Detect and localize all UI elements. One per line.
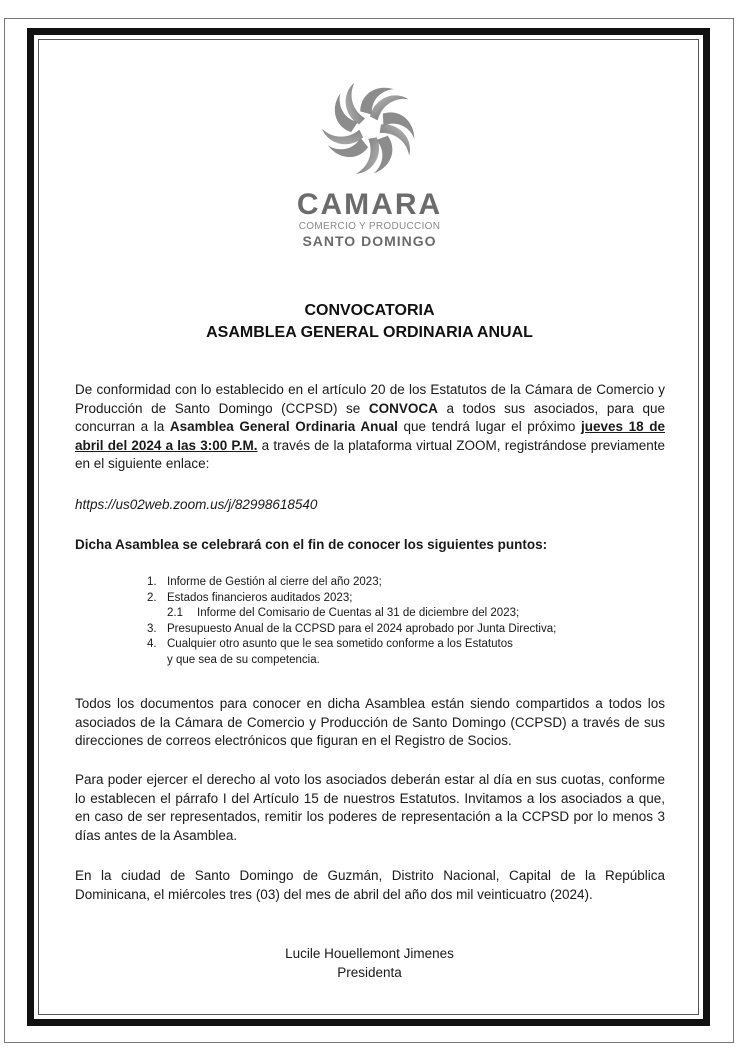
list-number: 3.: [147, 622, 157, 635]
meeting-date: jueves 18 de abril del 2024 a las 3:00 P.M.: [75, 419, 665, 453]
list-text: Informe del Comisario de Cuentas al 31 de diciembre del 2023;: [197, 607, 520, 619]
list-item-continuation: y que sea de su competencia.: [167, 653, 320, 666]
intro-text-1: De conformidad con lo establecido en el artículo 20 de los Estatutos de la Cámara de Comercio y Producción de Santo Domingo (CCPSD) se: [75, 382, 665, 416]
list-text: Presupuesto Anual de la CCPSD para el 2024 aprobado por Junta Directiva;: [167, 622, 557, 635]
list-subitem: [147, 606, 556, 622]
list-text: Cualquier otro asunto que le sea sometido conforme a los Estatutos: [167, 638, 513, 650]
logo-name: CAMARA: [296, 188, 443, 221]
title-line-2: ASAMBLEA GENERAL ORDINARIA ANUAL: [206, 324, 533, 341]
document-title: [0, 300, 739, 344]
pinwheel-logo-icon: [322, 80, 418, 176]
zoom-link[interactable]: https://us02web.zoom.us/j/82998618540: [75, 497, 318, 512]
signer-name: Lucile Houellemont Jimenes: [285, 946, 454, 961]
signer-role: Presidenta: [337, 965, 402, 980]
voting-paragraph: Para poder ejercer el derecho al voto los asociados deberán estar al día en sus cuotas, conforme lo establecen el párrafo I del Artículo 15 de nuestros Estatutos. Invitamos a los asociados a que, en caso de ser representados, remitir los poderes de representación a la CCPSD por lo menos 3 días antes de la Asamblea.: [75, 772, 665, 843]
list-number: 2.1: [167, 607, 183, 619]
title-line-1: CONVOCATORIA: [304, 302, 435, 319]
intro-convoca: CONVOCA: [368, 400, 438, 416]
list-item: [147, 591, 556, 607]
list-item: [147, 622, 556, 638]
logo-city: SANTO DOMINGO: [302, 233, 437, 249]
list-number: 2.: [147, 591, 157, 604]
list-item: [147, 575, 556, 591]
list-text: Estados financieros auditados 2023;: [167, 591, 353, 604]
intro-text-2: a todos sus asociados, para que concurran a la: [75, 400, 665, 434]
intro-paragraph: [75, 381, 665, 474]
agenda-lead: Dicha Asamblea se celebrará con el fin de conocer los siguientes puntos:: [75, 537, 548, 552]
list-number: 4.: [147, 638, 157, 650]
list-item: [147, 637, 556, 653]
intro-assembly-name: Asamblea General Ordinaria Anual: [169, 419, 398, 434]
logo: [0, 80, 739, 249]
intro-text-4: a través de la plataforma virtual ZOOM, registrándose previamente en el siguiente enlace:: [75, 437, 666, 471]
location-date-paragraph: En la ciudad de Santo Domingo de Guzmán, Distrito Nacional, Capital de la República Dominicana, el miércoles tres (03) del mes de abril del año dos mil veinticuatro (2024).: [75, 868, 665, 902]
documents-paragraph: Todos los documentos para conocer en dicha Asamblea están siendo compartidos a todos los asociados de la Cámara de Comercio y Producción de Santo Domingo (CCPSD) a través de sus direcciones de correos electrónicos que figuran en el Registro de Socios.: [75, 696, 665, 748]
list-text: Informe de Gestión al cierre del año 2023;: [167, 576, 382, 588]
list-number: 1.: [147, 576, 157, 588]
logo-subtitle: COMERCIO Y PRODUCCION: [298, 221, 441, 232]
signature-block: [0, 944, 739, 982]
intro-text-3: que tendrá lugar el próximo: [397, 419, 581, 434]
agenda-list: [147, 575, 556, 668]
